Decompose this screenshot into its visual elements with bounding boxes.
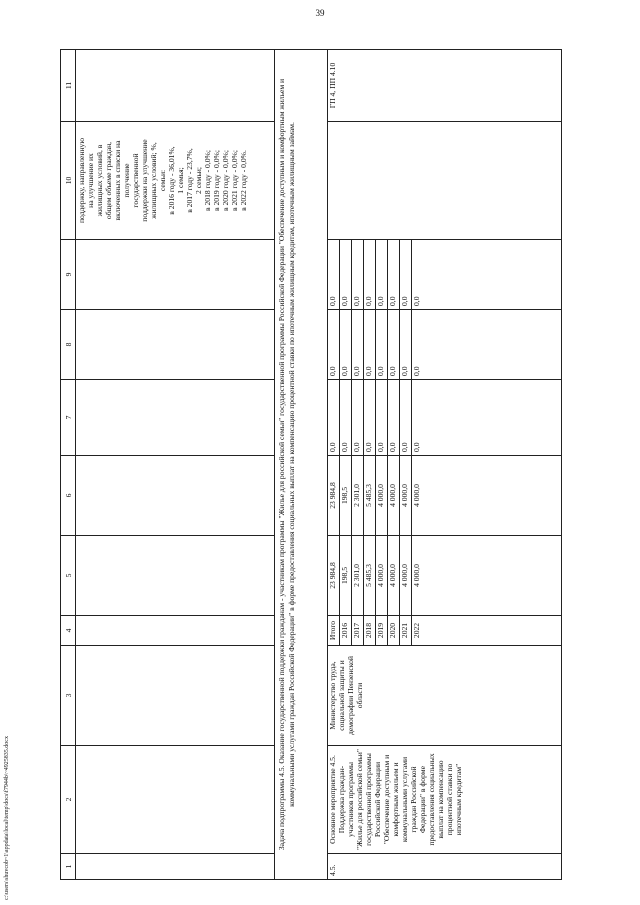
value-cell: 0,0 <box>376 380 388 456</box>
rotated-table-wrapper <box>60 50 620 880</box>
value-cell: 0,0 <box>340 380 352 456</box>
value-cell: 0,0 <box>376 310 388 380</box>
value-cell: 0,0 <box>412 240 562 310</box>
program-reference: ГП 4, ПП 4.10 <box>328 50 562 122</box>
value-cell: 0,0 <box>388 240 400 310</box>
value-cell: 0,0 <box>376 240 388 310</box>
col-header-2: 2 <box>61 746 76 854</box>
value-cell: 0,0 <box>400 380 412 456</box>
year-cell: Итого <box>328 616 340 646</box>
value-cell: 0,0 <box>352 380 364 456</box>
col-header-11: 11 <box>61 50 76 122</box>
program-table <box>60 49 562 880</box>
col-header-1: 1 <box>61 854 76 880</box>
value-cell: 0,0 <box>340 240 352 310</box>
value-cell: 198,5 <box>340 456 352 536</box>
col-header-9: 9 <box>61 240 76 310</box>
value-cell: 0,0 <box>400 240 412 310</box>
value-cell: 4 000,0 <box>376 456 388 536</box>
value-cell: 0,0 <box>328 240 340 310</box>
col-header-6: 6 <box>61 456 76 536</box>
measure-row-total <box>328 50 340 880</box>
continuation-row <box>76 50 275 880</box>
value-cell: 0,0 <box>388 380 400 456</box>
measure-number: 4.5. <box>328 854 562 880</box>
value-cell: 2 301,0 <box>352 536 364 616</box>
value-cell: 0,0 <box>388 310 400 380</box>
value-cell: 0,0 <box>352 310 364 380</box>
col-header-7: 7 <box>61 380 76 456</box>
year-cell: 2019 <box>376 616 388 646</box>
value-cell: 4 000,0 <box>400 456 412 536</box>
year-cell: 2016 <box>340 616 352 646</box>
value-cell: 0,0 <box>412 380 562 456</box>
col-header-8: 8 <box>61 310 76 380</box>
value-cell: 2 301,0 <box>352 456 364 536</box>
column-number-row <box>61 50 76 880</box>
value-cell: 4 000,0 <box>388 536 400 616</box>
value-cell: 0,0 <box>340 310 352 380</box>
col-header-5: 5 <box>61 536 76 616</box>
value-cell: 0,0 <box>328 380 340 456</box>
year-cell: 2021 <box>400 616 412 646</box>
value-cell: 5 485,3 <box>364 536 376 616</box>
value-cell: 4 000,0 <box>412 456 562 536</box>
col-header-10: 10 <box>61 122 76 240</box>
footer-file-path: c:\users\shuvcob~1\appdata\local\temp\docs\f7944b\~4925835.docx <box>4 736 10 900</box>
value-cell: 0,0 <box>400 310 412 380</box>
value-cell: 0,0 <box>364 240 376 310</box>
measure-executor: Министерство труда, социальной защиты и демографии Пензенской области <box>328 646 562 746</box>
value-cell: 0,0 <box>364 380 376 456</box>
year-cell: 2022 <box>412 616 562 646</box>
value-cell: 4 000,0 <box>400 536 412 616</box>
value-cell: 0,0 <box>352 240 364 310</box>
value-cell: 23 984,8 <box>328 456 340 536</box>
value-cell: 0,0 <box>364 310 376 380</box>
year-cell: 2020 <box>388 616 400 646</box>
value-cell: 0,0 <box>412 310 562 380</box>
value-cell: 198,5 <box>340 536 352 616</box>
task-row <box>275 50 328 880</box>
year-cell: 2017 <box>352 616 364 646</box>
task-text: Задача подпрограммы 4.5. Оказание государственной поддержки гражданам - участникам программы "Жилье для российской семьи" государственной программы Российской Федерации "Обеспечение доступным и комфортным жильем и коммунальными услугами граждан Российской Федерации" в форме предоставления социальных выплат на компенсацию процентной ставки по ипотечным жилищным кредитам, ипотечным жилищным займам. <box>275 50 328 880</box>
col-header-3: 3 <box>61 646 76 746</box>
value-cell: 4 000,0 <box>376 536 388 616</box>
value-cell: 5 485,3 <box>364 456 376 536</box>
page-number: 39 <box>315 8 325 18</box>
col-header-4: 4 <box>61 616 76 646</box>
value-cell: 23 984,8 <box>328 536 340 616</box>
value-cell: 4 000,0 <box>412 536 562 616</box>
year-cell: 2018 <box>364 616 376 646</box>
value-cell: 4 000,0 <box>388 456 400 536</box>
measure-name: Основное мероприятие 4.5. Поддержка граждан-участников программы "Жилье для российской семьи" государственной программы Российской Федерации "Обеспечение доступным и комфортным жильем и коммунальными услугами граждан Российской Федерации" в форме предоставления социальных выплат на компенсацию процентной ставки по ипотечным кредитам" <box>328 746 562 854</box>
indicator-text: поддержку, направленную на улучшение их жилищных условий, в общем объеме граждан, включенных в списки на получение государственной поддержки на улучшение жилищных условий; %, семьи: в 2016 году - 36,01%, 1 семья; в 2017 году - 23,7%, 2 семьи; в 2018 году - 0,0%; в 2019 году - 0,0%; в 2020 году - 0,0%; в 2021 году - 0,0%; в 2022 году - 0,0%. <box>76 122 275 240</box>
value-cell: 0,0 <box>328 310 340 380</box>
